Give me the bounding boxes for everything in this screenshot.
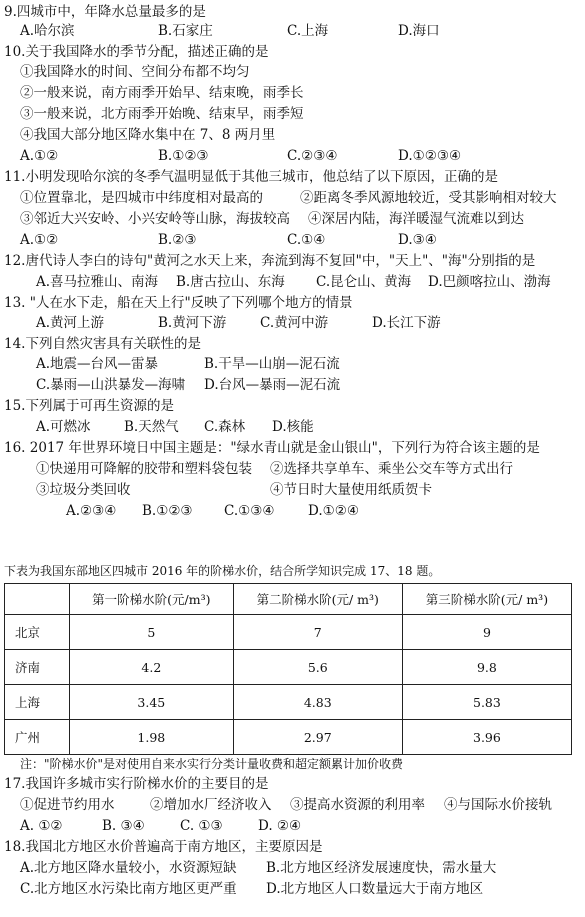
q11-option-d: D.③④	[398, 232, 437, 248]
q17-option-b: B. ③④	[102, 818, 145, 834]
table-cell-city: 北京	[5, 615, 70, 650]
table-cell-tier-2: 7	[233, 615, 402, 650]
q10-option-a: A.①②	[20, 148, 59, 164]
table-cell-tier-1: 4.2	[70, 650, 234, 685]
q15-option-c: C.森林	[204, 419, 246, 435]
table-header-tier-1: 第一阶梯水阶(元/m³)	[70, 584, 234, 615]
q9-option-a: A.哈尔滨	[20, 23, 75, 39]
q12-option-b: B.唐古拉山、东海	[176, 274, 285, 290]
q11-item-1: ①位置靠北，是四城市中纬度相对最高的	[20, 190, 263, 206]
q16-option-d: D.①②④	[308, 503, 359, 519]
table-cell-tier-2: 5.6	[233, 650, 402, 685]
table-row	[5, 615, 572, 650]
q10-option-c: C.②③④	[287, 148, 338, 164]
q14-option-a: A.地震—台风—雷暴	[36, 356, 159, 372]
q10-item-1: ①我国降水的时间、空间分布都不均匀	[20, 64, 250, 80]
q18-option-b: B.北方地区经济发展速度快，需水量大	[266, 860, 497, 876]
q18-option-a: A.北方地区降水量较小，水资源短缺	[20, 860, 237, 876]
question-12-stem: 12.唐代诗人李白的诗句"黄河之水天上来，奔流到海不复回"中，"天上"、"海"分别指的是	[4, 253, 536, 269]
question-13-stem: 13. "人在水下走，船在天上行"反映了下列哪个地方的情景	[4, 295, 353, 311]
q16-option-a: A.②③④	[66, 503, 117, 519]
q17-option-a: A. ①②	[20, 818, 63, 834]
q13-option-d: D.长江下游	[372, 315, 441, 331]
q11-item-3: ③邻近大兴安岭、小兴安岭等山脉，海拔较高	[20, 211, 290, 227]
q12-option-c: C.昆仑山、黄海	[316, 274, 412, 290]
q15-option-b: B.天然气	[124, 419, 179, 435]
table-cell-city: 上海	[5, 685, 70, 720]
q17-item-3: ③提高水资源的利用率	[290, 797, 425, 813]
q11-option-a: A.①②	[20, 232, 59, 248]
table-row	[5, 720, 572, 755]
question-17-stem: 17.我国许多城市实行阶梯水价的主要目的是	[4, 776, 269, 792]
q11-item-2: ②距离冬季风源地较近，受其影响相对较大	[300, 190, 557, 206]
q12-option-a: A.喜马拉雅山、南海	[36, 274, 159, 290]
question-11-stem: 11.小明发现哈尔滨的冬季气温明显低于其他三城市，他总结了以下原因，正确的是	[4, 169, 498, 185]
q9-option-d: D.海口	[398, 23, 440, 39]
q16-item-3: ③垃圾分类回收	[36, 482, 131, 498]
q15-option-d: D.核能	[272, 419, 314, 435]
q11-option-b: B.②③	[158, 232, 197, 248]
q18-option-d: D.北方地区人口数量远大于南方地区	[266, 881, 484, 897]
q12-option-d: D.巴颜喀拉山、渤海	[428, 274, 551, 290]
q16-option-b: B.①②③	[142, 503, 193, 519]
q14-option-d: D.台风—暴雨—泥石流	[204, 377, 341, 393]
table-cell-tier-3: 5.83	[402, 685, 571, 720]
q18-option-c: C.北方地区水污染比南方地区更严重	[20, 881, 237, 897]
table-header-tier-3: 第三阶梯水阶(元/ m³)	[402, 584, 571, 615]
question-18-stem: 18.我国北方地区水价普遍高于南方地区，主要原因是	[4, 839, 323, 855]
q17-item-4: ④与国际水价接轨	[444, 797, 552, 813]
q10-item-4: ④我国大部分地区降水集中在 7、8 两月里	[20, 127, 276, 143]
table-note: 注："阶梯水价"是对使用自来水实行分类计量收费和超定额累计加价收费	[20, 757, 404, 771]
table-cell-tier-2: 2.97	[233, 720, 402, 755]
q17-option-d: D. ②④	[258, 818, 302, 834]
q11-option-c: C.①④	[287, 232, 326, 248]
question-14-stem: 14.下列自然灾害具有关联性的是	[4, 336, 201, 352]
table-cell-city: 广州	[5, 720, 70, 755]
question-16-stem: 16. 2017 年世界环境日中国主题是："绿水青山就是金山银山"，下列行为符合该主题的是	[4, 440, 540, 456]
q13-option-b: B.黄河下游	[158, 315, 227, 331]
q17-item-1: ①促进节约用水	[20, 797, 115, 813]
q13-option-c: C.黄河中游	[260, 315, 329, 331]
q10-option-b: B.①②③	[158, 148, 209, 164]
q11-item-4: ④深居内陆，海洋暖湿气流难以到达	[308, 211, 524, 227]
table-cell-tier-2: 4.83	[233, 685, 402, 720]
question-9-stem: 9.四城市中，年降水总量最多的是	[4, 4, 206, 20]
q13-option-a: A.黄河上游	[36, 315, 105, 331]
table-header-tier-2: 第二阶梯水阶(元/ m³)	[233, 584, 402, 615]
q15-option-a: A.可燃冰	[36, 419, 91, 435]
q10-option-d: D.①②③④	[398, 148, 462, 164]
water-price-table	[4, 583, 572, 755]
table-row	[5, 685, 572, 720]
table-cell-tier-3: 9.8	[402, 650, 571, 685]
question-15-stem: 15.下列属于可再生资源的是	[4, 398, 174, 414]
q17-option-c: C. ①③	[180, 818, 223, 834]
question-10-stem: 10.关于我国降水的季节分配，描述正确的是	[4, 44, 269, 60]
table-cell-tier-3: 9	[402, 615, 571, 650]
q14-option-b: B.干旱—山崩—泥石流	[204, 356, 340, 372]
q16-option-c: C.①③④	[224, 503, 275, 519]
table-header-row	[5, 584, 572, 615]
table-cell-tier-1: 1.98	[70, 720, 234, 755]
table-cell-city: 济南	[5, 650, 70, 685]
q10-item-3: ③一般来说，北方雨季开始晚、结束早，雨季短	[20, 106, 304, 122]
table-cell-tier-1: 3.45	[70, 685, 234, 720]
q16-item-2: ②选择共享单车、乘坐公交车等方式出行	[270, 461, 513, 477]
table-intro: 下表为我国东部地区四城市 2016 年的阶梯水价，结合所学知识完成 17、18 题。	[4, 564, 441, 578]
q10-item-2: ②一般来说，南方雨季开始早、结束晚，雨季长	[20, 85, 304, 101]
q16-item-4: ④节日时大量使用纸质贺卡	[270, 482, 432, 498]
table-header-corner	[5, 584, 70, 615]
table-cell-tier-1: 5	[70, 615, 234, 650]
q9-option-b: B.石家庄	[158, 23, 213, 39]
table-row	[5, 650, 572, 685]
table-cell-tier-3: 3.96	[402, 720, 571, 755]
q16-item-1: ①快递用可降解的胶带和塑料袋包装	[36, 461, 252, 477]
q17-item-2: ②增加水厂经济收入	[150, 797, 272, 813]
q9-option-c: C.上海	[287, 23, 329, 39]
q14-option-c: C.暴雨—山洪暴发—海啸	[36, 377, 186, 393]
